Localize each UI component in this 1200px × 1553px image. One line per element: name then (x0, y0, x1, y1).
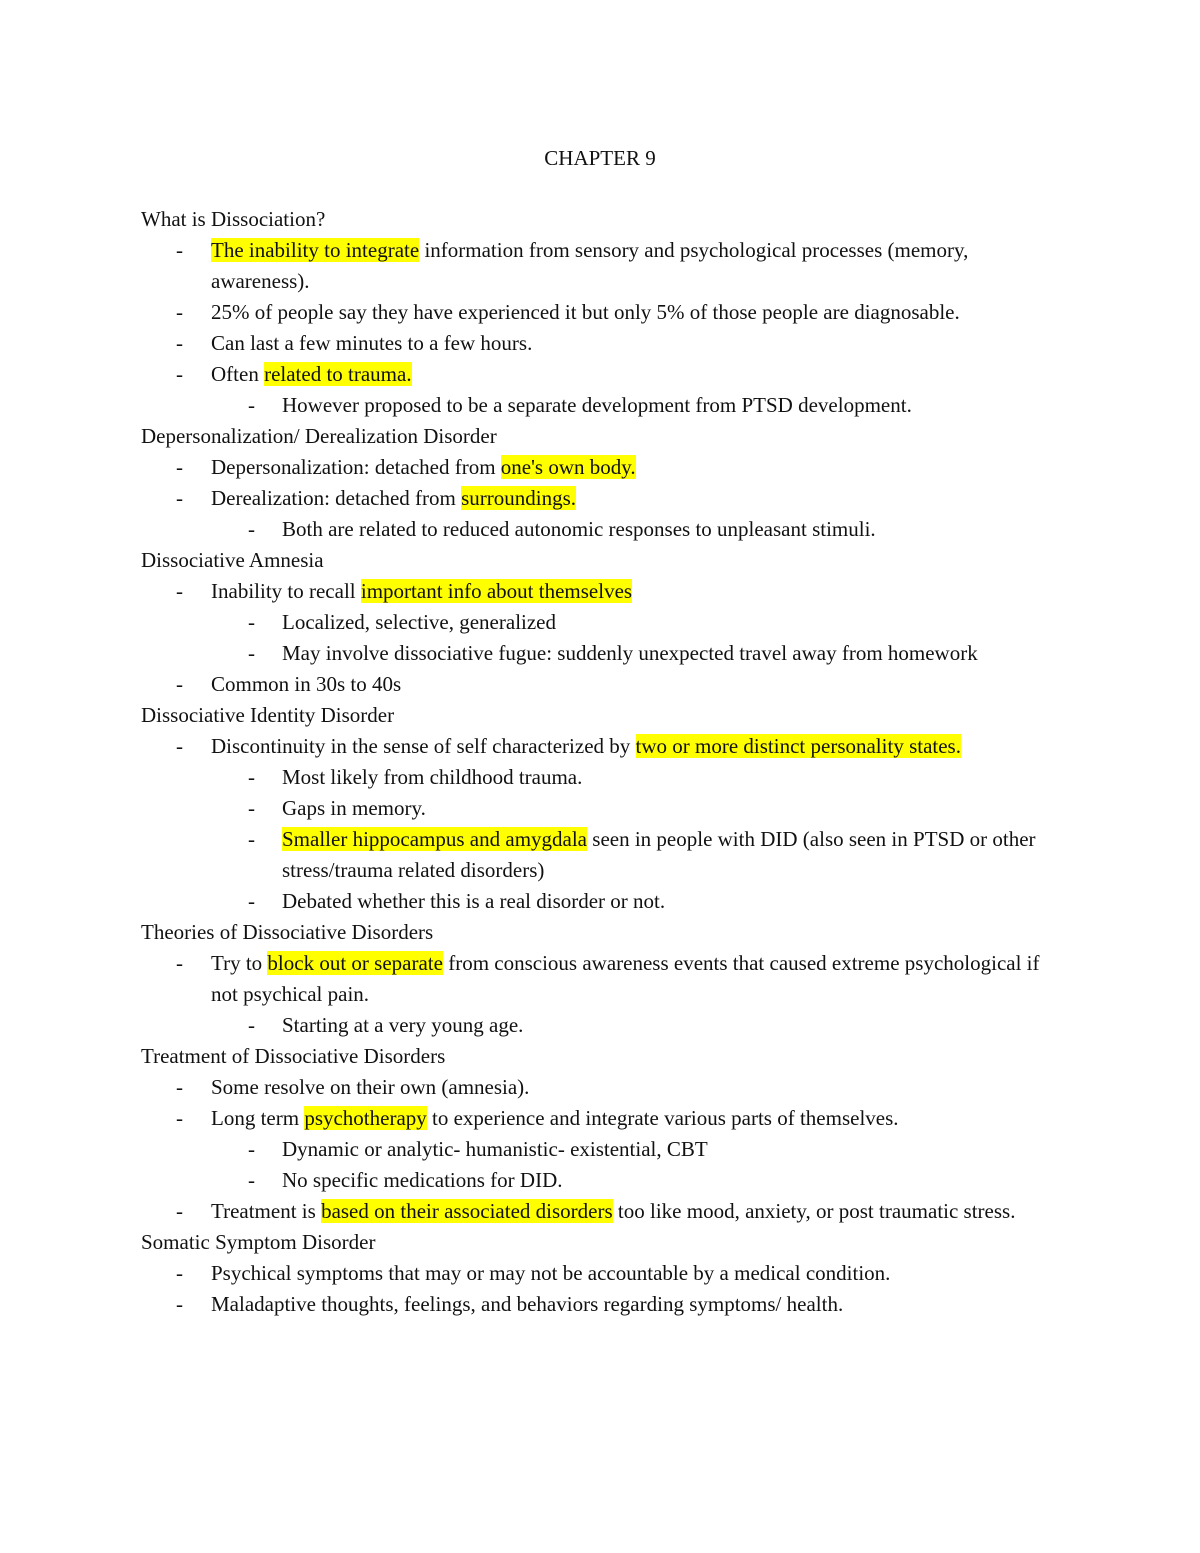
bullet-item: - Maladaptive thoughts, feelings, and behaviors regarding symptoms/ health. (141, 1289, 1061, 1320)
bullet-item: - Try to block out or separate from conscious awareness events that caused extreme psychological if not psychical pain. (141, 948, 1061, 1010)
bullet-dash: - (248, 1013, 255, 1037)
highlighted-text: based on their associated disorders (321, 1199, 613, 1223)
bullet-dash: - (176, 238, 183, 262)
bullet-dash: - (176, 579, 183, 603)
bullet-dash: - (248, 641, 255, 665)
bullet-dash: - (248, 393, 255, 417)
bullet-item: - Depersonalization: detached from one's own body. (141, 452, 1061, 483)
sub-bullet-item: - Localized, selective, generalized (141, 607, 1042, 638)
chapter-title: CHAPTER 9 (544, 146, 656, 170)
sub-bullet-item: - Dynamic or analytic- humanistic- existential, CBT (141, 1134, 1042, 1165)
sub-bullet-item: - Debated whether this is a real disorder or not. (141, 886, 1042, 917)
bullet-item: - Inability to recall important info about themselves (141, 576, 1061, 607)
bullet-dash: - (176, 362, 183, 386)
sub-bullet-item: - May involve dissociative fugue: suddenly unexpected travel away from homework (141, 638, 1042, 669)
sub-bullet-item: - Smaller hippocampus and amygdala seen in people with DID (also seen in PTSD or other stress/trauma related disorders) (141, 824, 1042, 886)
bullet-dash: - (176, 1075, 183, 1099)
bullet-item: - Often related to trauma. (141, 359, 1061, 390)
bullet-dash: - (248, 1168, 255, 1192)
section-heading: Somatic Symptom Disorder (141, 1230, 376, 1254)
bullet-dash: - (176, 300, 183, 324)
bullet-dash: - (176, 1199, 183, 1223)
section-heading: What is Dissociation? (141, 207, 326, 231)
section-heading: Depersonalization/ Derealization Disorder (141, 424, 497, 448)
section-heading: Treatment of Dissociative Disorders (141, 1044, 446, 1068)
bullet-dash: - (248, 610, 255, 634)
section-heading: Theories of Dissociative Disorders (141, 920, 434, 944)
bullet-dash: - (248, 796, 255, 820)
bullet-dash: - (248, 1137, 255, 1161)
bullet-dash: - (248, 765, 255, 789)
bullet-dash: - (176, 734, 183, 758)
bullet-dash: - (176, 1261, 183, 1285)
sub-bullet-item: - No specific medications for DID. (141, 1165, 1042, 1196)
sub-bullet-item: - However proposed to be a separate development from PTSD development. (141, 390, 1042, 421)
bullet-item: - Some resolve on their own (amnesia). (141, 1072, 1061, 1103)
bullet-dash: - (176, 1292, 183, 1316)
bullet-dash: - (176, 1106, 183, 1130)
bullet-item: - Common in 30s to 40s (141, 669, 1061, 700)
highlighted-text: Smaller hippocampus and amygdala (282, 827, 588, 851)
bullet-dash: - (176, 486, 183, 510)
bullet-dash: - (176, 672, 183, 696)
bullet-dash: - (176, 951, 183, 975)
sub-bullet-item: - Starting at a very young age. (141, 1010, 1042, 1041)
section-heading: Dissociative Identity Disorder (141, 703, 395, 727)
bullet-item: - Derealization: detached from surroundings. (141, 483, 1061, 514)
highlighted-text: block out or separate (267, 951, 443, 975)
highlighted-text: two or more distinct personality states. (635, 734, 961, 758)
sub-bullet-item: - Gaps in memory. (141, 793, 1042, 824)
bullet-item: - The inability to integrate information from sensory and psychological processes (memory, awareness). (141, 235, 1061, 297)
notes-body (141, 204, 1061, 1320)
bullet-item: - Long term psychotherapy to experience and integrate various parts of themselves. (141, 1103, 1061, 1134)
highlighted-text: psychotherapy (304, 1106, 427, 1130)
bullet-dash: - (248, 517, 255, 541)
highlighted-text: one's own body. (500, 455, 636, 479)
highlighted-text: related to trauma. (264, 362, 412, 386)
section-heading: Dissociative Amnesia (141, 548, 324, 572)
bullet-item: - Discontinuity in the sense of self characterized by two or more distinct personality states. (141, 731, 1061, 762)
sub-bullet-item: - Both are related to reduced autonomic responses to unpleasant stimuli. (141, 514, 1042, 545)
highlighted-text: The inability to integrate (211, 238, 420, 262)
highlighted-text: surroundings. (461, 486, 577, 510)
bullet-dash: - (248, 827, 255, 851)
bullet-dash: - (176, 331, 183, 355)
bullet-item: - Psychical symptoms that may or may not be accountable by a medical condition. (141, 1258, 1061, 1289)
highlighted-text: important info about themselves (360, 579, 633, 603)
bullet-dash: - (176, 455, 183, 479)
bullet-item: - Can last a few minutes to a few hours. (141, 328, 1061, 359)
bullet-dash: - (248, 889, 255, 913)
sub-bullet-item: - Most likely from childhood trauma. (141, 762, 1042, 793)
bullet-item: - 25% of people say they have experienced it but only 5% of those people are diagnosable. (141, 297, 1061, 328)
bullet-item: - Treatment is based on their associated disorders too like mood, anxiety, or post traumatic stress. (141, 1196, 1061, 1227)
